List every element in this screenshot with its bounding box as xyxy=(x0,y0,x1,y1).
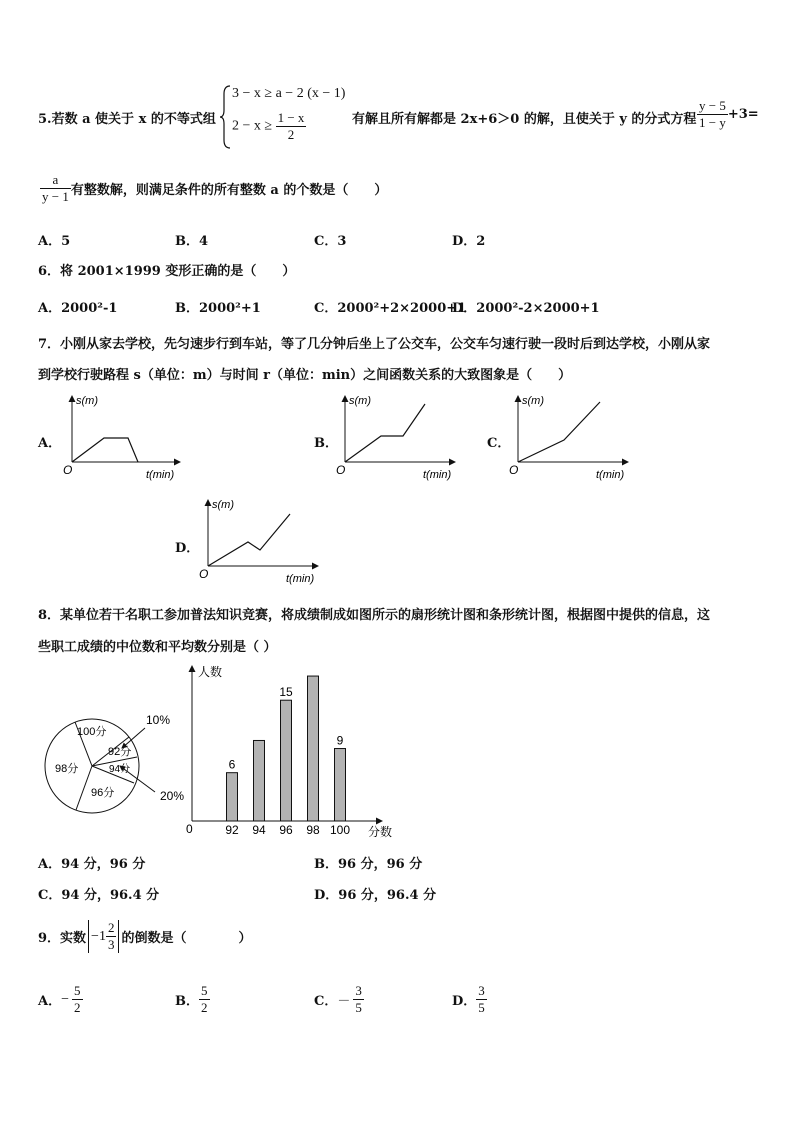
q5-eq-fraction xyxy=(697,98,728,131)
q7-d-y-label: s(m) xyxy=(212,499,234,511)
q9-option-den: 5 xyxy=(478,1000,485,1015)
q9-option-num: 3 xyxy=(355,983,362,998)
q9-option-fraction xyxy=(476,983,487,1016)
q5-mid: 有解且所有解都是 2x+6＞0 的解，且使关于 y 的分式方程 xyxy=(352,112,697,127)
q9-option-b[interactable] xyxy=(175,983,210,1016)
q7-b-y-label: s(m) xyxy=(349,395,371,407)
q8-option-b[interactable]: B．96 分，96 分 xyxy=(314,857,423,872)
q7-option-b[interactable]: B． xyxy=(314,436,338,451)
q9-stem xyxy=(38,920,251,953)
q9-option-label: D． xyxy=(452,994,477,1009)
q9-option-fraction xyxy=(199,983,210,1016)
q7-a-y-label: s(m) xyxy=(76,395,98,407)
q9-option-den: 2 xyxy=(201,1000,208,1015)
bar-value-label: 15 xyxy=(279,685,293,700)
bar-value-label: 6 xyxy=(228,757,236,772)
q9-abs-value xyxy=(88,920,119,953)
q6-option-a[interactable]: A．2000²-1 xyxy=(38,301,118,316)
q5-line2-den: y − 1 xyxy=(42,189,69,204)
q9-option-label: C． xyxy=(314,994,338,1009)
q6-option-d[interactable]: D．2000²-2×2000+1 xyxy=(452,301,600,316)
q9-option-d[interactable] xyxy=(452,983,487,1016)
q5-ineq2-den: 2 xyxy=(287,127,295,142)
q7-option-a[interactable]: A． xyxy=(38,436,62,451)
bar-tick-label: 94 xyxy=(252,823,266,837)
pie-label-96: 96分 xyxy=(91,787,115,799)
q9-option-sign: − xyxy=(61,991,69,1007)
q5-line2-num: a xyxy=(40,172,71,189)
bar-98 xyxy=(308,676,319,821)
bar-96 xyxy=(281,700,292,821)
q7-option-d[interactable]: D． xyxy=(175,541,200,556)
q5-equation xyxy=(697,98,759,131)
q5-line2 xyxy=(40,172,387,205)
q5-option-a[interactable]: A．5 xyxy=(38,234,71,249)
q9-option-den: 2 xyxy=(74,1000,81,1015)
q9-abs-den: 3 xyxy=(107,937,115,952)
bar-tick-label: 92 xyxy=(225,823,239,837)
q5-brace xyxy=(220,84,232,150)
q7-c-x-label: t(min) xyxy=(596,469,625,481)
q8-bar-chart xyxy=(180,660,420,840)
q7-stem-line2: 到学校行驶路程 s（单位：m）与时间 r（单位：min）之间函数关系的大致图象是（ ） xyxy=(38,368,572,383)
q5-ineq2-num: 1 − x xyxy=(277,110,305,125)
q7-d-origin: O xyxy=(199,567,209,581)
q8-option-c[interactable]: C．94 分，96.4 分 xyxy=(38,888,160,903)
q7-graph-c[interactable] xyxy=(506,392,636,484)
q6-option-b[interactable]: B．2000²+1 xyxy=(175,301,261,316)
q7-graph-a[interactable] xyxy=(60,392,190,484)
q7-a-origin: O xyxy=(63,463,73,477)
bar-origin-label: 0 xyxy=(186,822,193,836)
q9-option-a[interactable] xyxy=(38,983,83,1016)
q8-pie-chart xyxy=(40,700,200,816)
bar-y-label: 人数 xyxy=(198,665,223,679)
q5-ineq2 xyxy=(232,110,306,143)
q9-stem-tail: 的倒数是（ ） xyxy=(121,931,252,946)
q5-option-c[interactable]: C．3 xyxy=(314,234,347,249)
bar-92 xyxy=(227,773,238,821)
q9-option-sign: － xyxy=(337,993,351,1008)
q8-option-d[interactable]: D．96 分，96.4 分 xyxy=(314,888,437,903)
bar-tick-label: 100 xyxy=(329,823,351,837)
q9-option-c[interactable] xyxy=(314,983,364,1016)
bar-tick-label: 98 xyxy=(306,823,320,837)
bar-100 xyxy=(335,749,346,821)
q5-ineq2-fraction xyxy=(276,110,307,143)
q9-option-num: 3 xyxy=(478,983,485,998)
q9-abs-fraction xyxy=(106,920,117,953)
q6-stem: 6．将 2001×1999 变形正确的是（ ） xyxy=(38,264,296,279)
q8-stem-line2: 些职工成绩的中位数和平均数分别是（ ） xyxy=(38,640,277,655)
q7-c-origin: O xyxy=(509,463,519,477)
q7-stem-line1: 7．小刚从家去学校，先匀速步行到车站，等了几分钟后坐上了公交车，公交车匀速行驶一段时后到达学校，小刚从家 xyxy=(38,337,711,352)
q7-option-c[interactable]: C． xyxy=(487,436,511,451)
q7-graph-b[interactable] xyxy=(333,392,463,484)
bar-value-label: 9 xyxy=(336,733,344,748)
q7-d-x-label: t(min) xyxy=(286,573,315,585)
q9-abs-sign: −1 xyxy=(91,928,106,944)
q5-ineq2-left: 2 − x ≥ xyxy=(232,118,276,134)
bar-94 xyxy=(254,740,265,821)
pie-label-100: 100分 xyxy=(77,726,107,738)
pie-label-92: 92分 xyxy=(108,746,132,758)
q9-option-den: 5 xyxy=(355,1000,362,1015)
q5-line2-text: 有整数解，则满足条件的所有整数 a 的个数是（ ） xyxy=(70,183,388,198)
q9-option-num: 5 xyxy=(74,983,81,998)
q7-b-x-label: t(min) xyxy=(423,469,452,481)
q6-option-c[interactable]: C．2000²+2×2000+1 xyxy=(314,301,467,316)
q9-option-fraction xyxy=(353,983,364,1016)
pie-label-98: 98分 xyxy=(55,763,79,775)
q9-option-label: B． xyxy=(175,994,199,1009)
q9-option-fraction xyxy=(72,983,83,1016)
pie-callout-10: 10% xyxy=(146,713,171,727)
bar-x-label: 分数 xyxy=(368,825,393,839)
q5-ineq1: 3 − x ≥ a − 2 (x − 1) xyxy=(232,86,346,101)
q8-option-a[interactable]: A．94 分，96 分 xyxy=(38,857,146,872)
q5-eq-den: 1 − y xyxy=(699,115,726,130)
q9-stem-lead: 9．实数 xyxy=(38,931,87,946)
q5-option-d[interactable]: D．2 xyxy=(452,234,486,249)
q7-a-x-label: t(min) xyxy=(146,469,175,481)
q5-lead: 5.若数 a 使关于 x 的不等式组 xyxy=(38,112,216,127)
q5-eq-tail: +3= xyxy=(727,107,759,122)
pie-callout-20: 20% xyxy=(160,789,185,803)
q5-line2-fraction xyxy=(40,172,71,205)
q5-eq-num: y − 5 xyxy=(699,98,726,113)
q7-b-origin: O xyxy=(336,463,346,477)
bar-tick-label: 96 xyxy=(279,823,293,837)
q5-option-b[interactable]: B．4 xyxy=(175,234,209,249)
q8-stem-line1: 8．某单位若干名职工参加普法知识竞赛，将成绩制成如图所示的扇形统计图和条形统计图，根据图中提供的信息，这 xyxy=(38,608,711,623)
q7-c-y-label: s(m) xyxy=(522,395,544,407)
q9-option-label: A． xyxy=(38,994,62,1009)
q9-option-num: 5 xyxy=(201,983,208,998)
q9-abs-num: 2 xyxy=(107,920,115,935)
pie-label-94: 94分 xyxy=(109,764,131,775)
q7-graph-d[interactable] xyxy=(196,496,326,588)
